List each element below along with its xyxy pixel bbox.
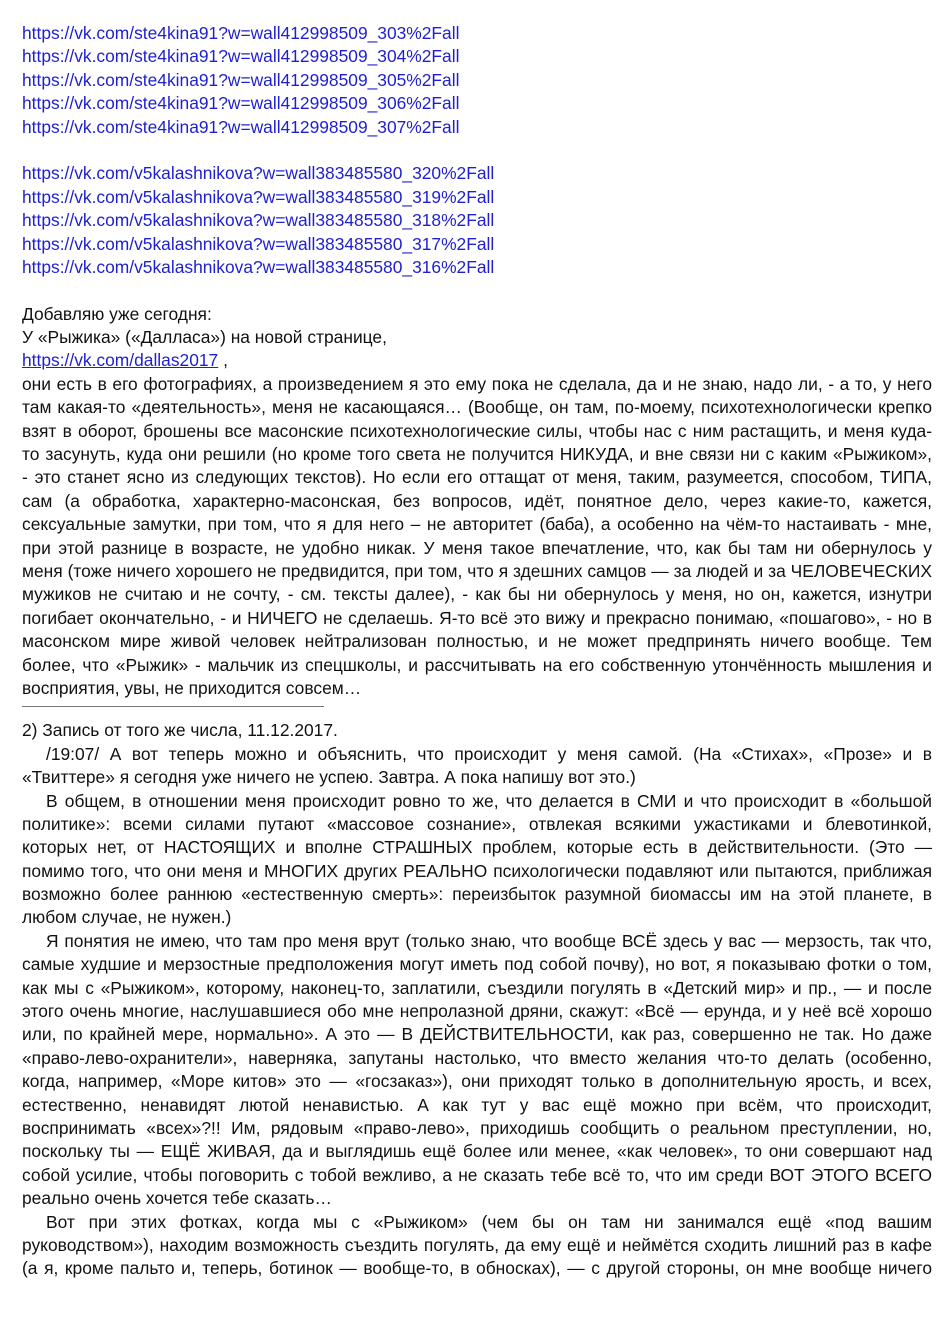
text-line: сам (а обработка, характерно-масонская, без вопросов, идёт, понятное дело, через какие-то, кажется,: [22, 490, 932, 511]
text-line: естественно, ненавидят лютой ненавистью. А как тут у вас ещё можно при всём, что происходит,: [22, 1094, 932, 1115]
wall-post-link[interactable]: https://vk.com/v5kalashnikova?w=wall383485580_317%2Fall: [22, 233, 495, 254]
dallas-link-line: [22, 349, 932, 372]
wall-post-link[interactable]: https://vk.com/ste4kina91?w=wall412998509_303%2Fall: [22, 23, 460, 43]
paragraph-intro: [22, 743, 932, 790]
text-line: погибает окончательно, - и НИЧЕГО не сделаешь. Я-то всё это вижу и прекрасно понимаю, «пошагово», - но в: [22, 607, 932, 628]
text-line: В общем, в отношении меня происходит ровно то же, что делается в СМИ и что происходит в «большой: [46, 790, 932, 811]
text-line: которых нет, от НАСТОЯЩИХ и вполне СТРАШНЫХ проблем, которые есть в действительности. (Это —: [22, 837, 932, 858]
wall-post-link[interactable]: https://vk.com/ste4kina91?w=wall412998509_305%2Fall: [22, 69, 460, 90]
wall-post-link[interactable]: https://vk.com/ste4kina91?w=wall412998509_304%2Fall: [22, 46, 460, 67]
text-line: собой усилие, чтобы поговорить с тобой вежливо, а не сказать тебе всё то, что им среди ВОТ ЭТОГО ВСЕГО: [22, 1164, 932, 1185]
text-line: руководством»), находим возможность съездить погулять, да ему ещё и неймётся сходить лишний раз в кафе: [22, 1234, 932, 1255]
text-line: или, по крайней мере, нормально». А это — В ДЕЙСТВИТЕЛЬНОСТИ, как раз, совершенно не так. Но даже: [22, 1024, 932, 1045]
blank-line: [22, 279, 932, 302]
blank-line: [22, 139, 932, 162]
text-line: реально очень хочется тебе сказать…: [22, 1188, 332, 1209]
text-line: восприятия, увы, не приходится совсем…: [22, 677, 362, 698]
intro-line: Добавляю уже сегодня:: [22, 303, 212, 324]
text-line: «Твиттере» я сегодня уже ничего не успею. Завтра. А пока напишу вот это.): [22, 767, 636, 788]
text-line: этого очень многие, наслушавшиеся обо мне непролазной дряни, скажут: «Всё — ерунда, и у неё всё хорошо: [22, 1001, 932, 1022]
dallas-link-suffix: ,: [218, 350, 228, 371]
paragraph-photos: [22, 930, 932, 1211]
text-line: сексуальные замутки, при том, что я для него – не авторитет (баба), а особенно на чём-то настаивать - мне,: [22, 514, 932, 535]
text-line: (а я, кроме пальто и, теперь, ботинок — вообще-то, в обносках), — с другой стороны, он мне вообще ничего: [22, 1258, 932, 1279]
intro-line: У «Рыжика» («Далласа») на новой странице,: [22, 327, 387, 348]
text-line: любом случае, не нужен.): [22, 907, 232, 928]
wall-post-link[interactable]: https://vk.com/v5kalashnikova?w=wall383485580_319%2Fall: [22, 186, 495, 207]
text-line: мужиков не считаю и не сочту, - см. тексты далее), - как бы ни обернулось у меня, но он, кажется, изнутри: [22, 584, 932, 605]
dallas-profile-link[interactable]: https://vk.com/dallas2017: [22, 350, 219, 371]
section-divider: [22, 706, 324, 707]
text-line: возможно более раннюю «естественную смерть»: переизбыток разумной биомассы им на этой планете, в: [22, 884, 932, 905]
wall-post-link[interactable]: https://vk.com/ste4kina91?w=wall412998509_307%2Fall: [22, 116, 460, 137]
text-line: Вот при этих фотках, когда мы с «Рыжиком» (чем бы он там ни занимался ещё «под вашим: [46, 1211, 932, 1232]
links-group-ste4kina: [22, 22, 932, 139]
paragraph-dallas: [22, 373, 932, 700]
paragraph-walk: [22, 1211, 932, 1281]
text-line: как мы с «Рыжиком», которому, наконец-то, заплатили, съездили погулять в «Детский мир» и пр., — и после: [22, 977, 932, 998]
text-line: при этой разнице в возрасте, не удобно никак. У меня такое впечатление, что, как бы там ни обернулось у: [22, 537, 932, 558]
text-line: масонском мире живой человек нейтрализован полностью, и не может предпринять ничего вообще. Тем: [22, 631, 932, 652]
text-line: то засунуть, куда они решили (но кроме того света не получится НИКУДА, и вне связи ни с каким «Рыжиком»,: [22, 444, 932, 465]
text-line: более, что «Рыжик» - мальчик из спецшколы, и рассчитывать на его собственную утончённость мышления и: [22, 654, 932, 675]
text-line: они есть в его фотографиях, а произведением я это ему пока не сделала, да и не знаю, надо ли, - а то, у него: [22, 373, 932, 394]
entry-heading: 2) Запись от того же числа, 11.12.2017.: [22, 720, 338, 741]
text-line: политике»: всеми силами путают «массовое сознание», отвлекая всякими ужастиками и блевотинкой,: [22, 813, 932, 834]
paragraph-media: [22, 790, 932, 930]
wall-post-link[interactable]: https://vk.com/v5kalashnikova?w=wall383485580_318%2Fall: [22, 210, 495, 231]
text-line: помимо того, что они меня и МНОГИХ других РЕАЛЬНО психологически подавляют или пытаются, приближая: [22, 860, 932, 881]
links-group-v5kalashnikova: [22, 162, 932, 279]
text-line: Я понятия не имею, что там про меня врут (только знаю, что вообще ВСЁ здесь у вас — мерзость, так что,: [46, 930, 932, 951]
text-line: воспринимать «всех»?!! Им, рядовым «право-лево», приходишь сообщить о реальном преступлении, но,: [22, 1117, 932, 1138]
text-line: когда, например, «Море китов» это — «госзаказ»), они приходят только в дополнительную ярость, и всех,: [22, 1071, 932, 1092]
text-line: самые худшие и мерзостные предположения могут иметь под собой почву), но вот, я показываю фотки о том,: [22, 954, 932, 975]
document-page: [22, 22, 932, 1281]
wall-post-link[interactable]: https://vk.com/v5kalashnikova?w=wall383485580_320%2Fall: [22, 163, 495, 184]
wall-post-link[interactable]: https://vk.com/ste4kina91?w=wall412998509_306%2Fall: [22, 93, 460, 114]
text-line: «право-лево-охранители», наверняка, запутаны настолько, что вместо желания что-то делать (особенно,: [22, 1047, 932, 1068]
text-line: там какая-то «деятельность», меня не касающаяся… (Вообще, он там, по-моему, психотехнологически крепко: [22, 397, 932, 418]
wall-post-link[interactable]: https://vk.com/v5kalashnikova?w=wall383485580_316%2Fall: [22, 256, 495, 277]
text-line: поскольку ты — ЕЩЁ ЖИВАЯ, да и выглядишь ещё более или менее, «как человек», то они совершают над: [22, 1141, 932, 1162]
text-line: /19:07/ А вот теперь можно и объяснить, что происходит у меня самой. (На «Стихах», «Прозе» и в: [46, 743, 932, 764]
text-line: взят в оборот, брошены все масонские психотехнологические силы, чтобы нас с ним растащить, и меня куда-: [22, 420, 932, 441]
text-line: - это станет ясно из следующих текстов). Но если его оттащат от меня, таким, разумеется, способом, ТИПА,: [22, 467, 932, 488]
text-line: меня (тоже ничего хорошего не предвидится, при том, что я здешних самцов — за людей и за ЧЕЛОВЕЧЕСКИХ: [22, 560, 932, 581]
